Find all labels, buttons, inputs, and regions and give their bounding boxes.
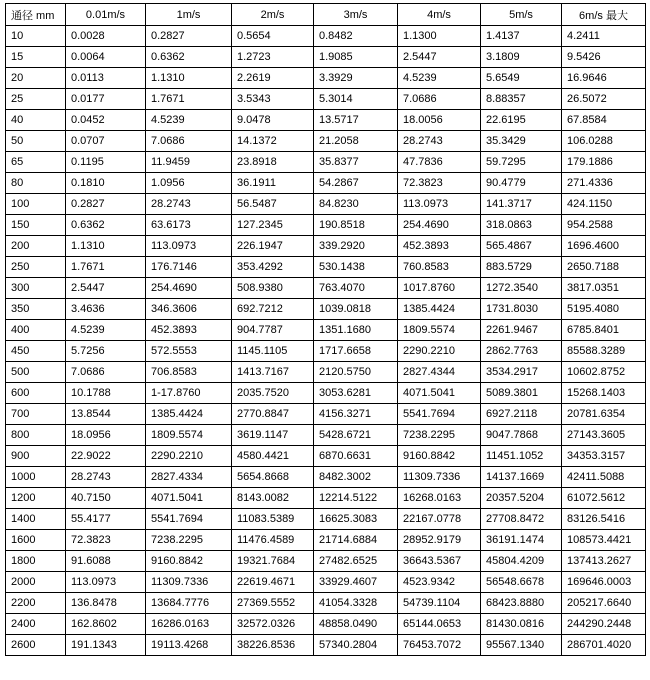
flow-value-cell: 3.3929 (314, 68, 398, 89)
flow-value-cell: 0.2827 (146, 26, 232, 47)
flow-value-cell: 4.5239 (398, 68, 481, 89)
flow-value-cell: 14137.1669 (481, 467, 562, 488)
flow-value-cell: 0.2827 (66, 194, 146, 215)
flow-value-cell: 0.5654 (232, 26, 314, 47)
flow-value-cell: 1.4137 (481, 26, 562, 47)
diameter-cell: 2000 (6, 572, 66, 593)
header-cell-velocity-max: 6m/s 最大 (562, 4, 646, 26)
diameter-cell: 2400 (6, 614, 66, 635)
diameter-cell: 250 (6, 257, 66, 278)
table-row (6, 47, 646, 68)
flow-value-cell: 0.0028 (66, 26, 146, 47)
flow-value-cell: 28.2743 (398, 131, 481, 152)
flow-value-cell: 4071.5041 (398, 383, 481, 404)
flow-value-cell: 565.4867 (481, 236, 562, 257)
table-row (6, 404, 646, 425)
flow-value-cell: 2290.2210 (146, 446, 232, 467)
flow-value-cell: 113.0973 (398, 194, 481, 215)
header-cell-velocity: 4m/s (398, 4, 481, 26)
flow-value-cell: 5.7256 (66, 341, 146, 362)
flow-value-cell: 763.4070 (314, 278, 398, 299)
flow-value-cell: 1351.1680 (314, 320, 398, 341)
flow-value-cell: 760.8583 (398, 257, 481, 278)
flow-value-cell: 21714.6884 (314, 530, 398, 551)
flow-value-cell: 2.5447 (66, 278, 146, 299)
flow-value-cell: 76453.7072 (398, 635, 481, 656)
flow-value-cell: 0.1195 (66, 152, 146, 173)
flow-value-cell: 11309.7336 (398, 467, 481, 488)
flow-value-cell: 1-17.8760 (146, 383, 232, 404)
flow-value-cell: 3534.2917 (481, 362, 562, 383)
flow-value-cell: 41054.3328 (314, 593, 398, 614)
flow-value-cell: 0.0452 (66, 110, 146, 131)
flow-value-cell: 7.0686 (66, 362, 146, 383)
flow-table-container (5, 3, 646, 656)
diameter-cell: 1800 (6, 551, 66, 572)
diameter-cell: 1200 (6, 488, 66, 509)
flow-value-cell: 54739.1104 (398, 593, 481, 614)
flow-value-cell: 20357.5204 (481, 488, 562, 509)
flow-value-cell: 90.4779 (481, 173, 562, 194)
flow-value-cell: 2862.7763 (481, 341, 562, 362)
flow-value-cell: 4156.3271 (314, 404, 398, 425)
flow-value-cell: 14.1372 (232, 131, 314, 152)
diameter-cell: 800 (6, 425, 66, 446)
flow-value-cell: 72.3823 (398, 173, 481, 194)
table-row (6, 341, 646, 362)
table-row (6, 446, 646, 467)
flow-value-cell: 0.6362 (66, 215, 146, 236)
header-row (6, 4, 646, 26)
table-row (6, 551, 646, 572)
diameter-cell: 10 (6, 26, 66, 47)
flow-value-cell: 883.5729 (481, 257, 562, 278)
flow-value-cell: 6785.8401 (562, 320, 646, 341)
diameter-cell: 1000 (6, 467, 66, 488)
flow-value-cell: 5195.4080 (562, 299, 646, 320)
flow-value-cell: 4071.5041 (146, 488, 232, 509)
flow-value-cell: 27143.3605 (562, 425, 646, 446)
flow-value-cell: 1017.8760 (398, 278, 481, 299)
diameter-cell: 900 (6, 446, 66, 467)
diameter-cell: 450 (6, 341, 66, 362)
flow-value-cell: 1039.0818 (314, 299, 398, 320)
flow-value-cell: 33929.4607 (314, 572, 398, 593)
flow-value-cell: 1.1310 (146, 68, 232, 89)
flow-value-cell: 1385.4424 (146, 404, 232, 425)
flow-value-cell: 27708.8472 (481, 509, 562, 530)
flow-value-cell: 0.1810 (66, 173, 146, 194)
flow-value-cell: 12214.5122 (314, 488, 398, 509)
flow-value-cell: 65144.0653 (398, 614, 481, 635)
flow-value-cell: 2035.7520 (232, 383, 314, 404)
flow-value-cell: 48858.0490 (314, 614, 398, 635)
diameter-cell: 500 (6, 362, 66, 383)
table-row (6, 173, 646, 194)
table-row (6, 68, 646, 89)
diameter-cell: 20 (6, 68, 66, 89)
flow-value-cell: 1.7671 (66, 257, 146, 278)
diameter-cell: 150 (6, 215, 66, 236)
flow-value-cell: 10602.8752 (562, 362, 646, 383)
flow-value-cell: 254.4690 (398, 215, 481, 236)
flow-value-cell: 339.2920 (314, 236, 398, 257)
flow-value-cell: 4.5239 (66, 320, 146, 341)
flow-value-cell: 2.5447 (398, 47, 481, 68)
flow-value-cell: 4523.9342 (398, 572, 481, 593)
flow-value-cell: 11476.4589 (232, 530, 314, 551)
table-row (6, 194, 646, 215)
table-row (6, 425, 646, 446)
flow-value-cell: 3053.6281 (314, 383, 398, 404)
flow-value-cell: 5428.6721 (314, 425, 398, 446)
flow-value-cell: 72.3823 (66, 530, 146, 551)
table-row (6, 131, 646, 152)
diameter-cell: 100 (6, 194, 66, 215)
flow-value-cell: 5541.7694 (398, 404, 481, 425)
flow-value-cell: 706.8583 (146, 362, 232, 383)
flow-value-cell: 5089.3801 (481, 383, 562, 404)
flow-value-cell: 2827.4334 (146, 467, 232, 488)
header-cell-velocity: 0.01m/s (66, 4, 146, 26)
diameter-cell: 400 (6, 320, 66, 341)
flow-value-cell: 1272.3540 (481, 278, 562, 299)
table-row (6, 572, 646, 593)
header-cell-velocity: 2m/s (232, 4, 314, 26)
flow-value-cell: 2827.4344 (398, 362, 481, 383)
table-row (6, 215, 646, 236)
flow-value-cell: 1.1300 (398, 26, 481, 47)
diameter-cell: 40 (6, 110, 66, 131)
flow-value-cell: 56548.6678 (481, 572, 562, 593)
flow-value-cell: 530.1438 (314, 257, 398, 278)
flow-value-cell: 10.1788 (66, 383, 146, 404)
diameter-cell: 15 (6, 47, 66, 68)
diameter-cell: 50 (6, 131, 66, 152)
flow-value-cell: 1717.6658 (314, 341, 398, 362)
flow-rate-table (5, 3, 646, 656)
flow-value-cell: 42411.5088 (562, 467, 646, 488)
flow-value-cell: 4.2411 (562, 26, 646, 47)
flow-value-cell: 68423.8880 (481, 593, 562, 614)
flow-value-cell: 6870.6631 (314, 446, 398, 467)
flow-value-cell: 226.1947 (232, 236, 314, 257)
flow-value-cell: 22619.4671 (232, 572, 314, 593)
flow-value-cell: 35.8377 (314, 152, 398, 173)
flow-value-cell: 1.0956 (146, 173, 232, 194)
flow-value-cell: 108573.4421 (562, 530, 646, 551)
flow-value-cell: 2261.9467 (481, 320, 562, 341)
flow-value-cell: 191.1343 (66, 635, 146, 656)
flow-value-cell: 1809.5574 (146, 425, 232, 446)
diameter-cell: 600 (6, 383, 66, 404)
flow-value-cell: 8.88357 (481, 89, 562, 110)
flow-value-cell: 205217.6640 (562, 593, 646, 614)
table-row (6, 89, 646, 110)
flow-value-cell: 2120.5750 (314, 362, 398, 383)
flow-value-cell: 11309.7336 (146, 572, 232, 593)
flow-value-cell: 27482.6525 (314, 551, 398, 572)
flow-value-cell: 5.3014 (314, 89, 398, 110)
flow-value-cell: 7.0686 (398, 89, 481, 110)
flow-value-cell: 81430.0816 (481, 614, 562, 635)
flow-value-cell: 21.2058 (314, 131, 398, 152)
flow-value-cell: 2290.2210 (398, 341, 481, 362)
flow-value-cell: 1413.7167 (232, 362, 314, 383)
diameter-cell: 2600 (6, 635, 66, 656)
flow-value-cell: 162.8602 (66, 614, 146, 635)
flow-value-cell: 2770.8847 (232, 404, 314, 425)
flow-value-cell: 7238.2295 (398, 425, 481, 446)
flow-value-cell: 508.9380 (232, 278, 314, 299)
flow-value-cell: 83126.5416 (562, 509, 646, 530)
flow-value-cell: 1.1310 (66, 236, 146, 257)
table-row (6, 299, 646, 320)
flow-value-cell: 95567.1340 (481, 635, 562, 656)
flow-value-cell: 0.0064 (66, 47, 146, 68)
flow-value-cell: 1.9085 (314, 47, 398, 68)
flow-value-cell: 11451.1052 (481, 446, 562, 467)
table-row (6, 530, 646, 551)
flow-value-cell: 28.2743 (146, 194, 232, 215)
diameter-cell: 1600 (6, 530, 66, 551)
diameter-cell: 200 (6, 236, 66, 257)
flow-value-cell: 271.4336 (562, 173, 646, 194)
flow-value-cell: 61072.5612 (562, 488, 646, 509)
flow-value-cell: 137413.2627 (562, 551, 646, 572)
table-row (6, 593, 646, 614)
flow-value-cell: 16625.3083 (314, 509, 398, 530)
flow-value-cell: 13684.7776 (146, 593, 232, 614)
flow-value-cell: 6927.2118 (481, 404, 562, 425)
header-cell-velocity: 1m/s (146, 4, 232, 26)
flow-value-cell: 56.5487 (232, 194, 314, 215)
diameter-cell: 350 (6, 299, 66, 320)
flow-value-cell: 1145.1105 (232, 341, 314, 362)
flow-value-cell: 2650.7188 (562, 257, 646, 278)
flow-value-cell: 28.2743 (66, 467, 146, 488)
flow-value-cell: 692.7212 (232, 299, 314, 320)
flow-value-cell: 91.6088 (66, 551, 146, 572)
flow-value-cell: 18.0056 (398, 110, 481, 131)
flow-value-cell: 15268.1403 (562, 383, 646, 404)
flow-value-cell: 7238.2295 (146, 530, 232, 551)
diameter-cell: 700 (6, 404, 66, 425)
flow-value-cell: 7.0686 (146, 131, 232, 152)
flow-value-cell: 18.0956 (66, 425, 146, 446)
flow-value-cell: 22.9022 (66, 446, 146, 467)
flow-value-cell: 9.0478 (232, 110, 314, 131)
flow-value-cell: 20781.6354 (562, 404, 646, 425)
flow-value-cell: 85588.3289 (562, 341, 646, 362)
flow-value-cell: 28952.9179 (398, 530, 481, 551)
table-row (6, 320, 646, 341)
table-row (6, 26, 646, 47)
flow-value-cell: 22.6195 (481, 110, 562, 131)
flow-value-cell: 8482.3002 (314, 467, 398, 488)
flow-value-cell: 1385.4424 (398, 299, 481, 320)
flow-value-cell: 11083.5389 (232, 509, 314, 530)
flow-value-cell: 286701.4020 (562, 635, 646, 656)
flow-value-cell: 36191.1474 (481, 530, 562, 551)
table-row (6, 383, 646, 404)
flow-value-cell: 3.5343 (232, 89, 314, 110)
flow-value-cell: 127.2345 (232, 215, 314, 236)
table-row (6, 110, 646, 131)
flow-value-cell: 3619.1147 (232, 425, 314, 446)
flow-value-cell: 35.3429 (481, 131, 562, 152)
flow-value-cell: 16.9646 (562, 68, 646, 89)
diameter-cell: 80 (6, 173, 66, 194)
flow-value-cell: 0.8482 (314, 26, 398, 47)
flow-value-cell: 22167.0778 (398, 509, 481, 530)
flow-value-cell: 136.8478 (66, 593, 146, 614)
flow-value-cell: 572.5553 (146, 341, 232, 362)
header-cell-velocity: 3m/s (314, 4, 398, 26)
table-row (6, 278, 646, 299)
flow-value-cell: 32572.0326 (232, 614, 314, 635)
flow-value-cell: 1.7671 (146, 89, 232, 110)
diameter-cell: 300 (6, 278, 66, 299)
flow-value-cell: 45804.4209 (481, 551, 562, 572)
flow-value-cell: 244290.2448 (562, 614, 646, 635)
table-row (6, 509, 646, 530)
flow-value-cell: 38226.8536 (232, 635, 314, 656)
flow-value-cell: 13.5717 (314, 110, 398, 131)
flow-value-cell: 353.4292 (232, 257, 314, 278)
flow-value-cell: 5541.7694 (146, 509, 232, 530)
table-row (6, 362, 646, 383)
flow-value-cell: 0.6362 (146, 47, 232, 68)
flow-value-cell: 346.3606 (146, 299, 232, 320)
flow-value-cell: 3.4636 (66, 299, 146, 320)
table-row (6, 635, 646, 656)
flow-value-cell: 26.5072 (562, 89, 646, 110)
flow-value-cell: 1809.5574 (398, 320, 481, 341)
flow-value-cell: 0.0707 (66, 131, 146, 152)
flow-value-cell: 11.9459 (146, 152, 232, 173)
flow-value-cell: 3817.0351 (562, 278, 646, 299)
flow-value-cell: 67.8584 (562, 110, 646, 131)
diameter-cell: 1400 (6, 509, 66, 530)
flow-value-cell: 904.7787 (232, 320, 314, 341)
flow-value-cell: 0.0177 (66, 89, 146, 110)
flow-value-cell: 23.8918 (232, 152, 314, 173)
flow-value-cell: 3.1809 (481, 47, 562, 68)
flow-value-cell: 4580.4421 (232, 446, 314, 467)
flow-value-cell: 47.7836 (398, 152, 481, 173)
flow-value-cell: 9160.8842 (398, 446, 481, 467)
flow-value-cell: 57340.2804 (314, 635, 398, 656)
flow-value-cell: 27369.5552 (232, 593, 314, 614)
header-cell-diameter: 通径 mm (6, 4, 66, 26)
flow-value-cell: 452.3893 (398, 236, 481, 257)
diameter-cell: 2200 (6, 593, 66, 614)
flow-value-cell: 40.7150 (66, 488, 146, 509)
flow-value-cell: 2.2619 (232, 68, 314, 89)
flow-value-cell: 19321.7684 (232, 551, 314, 572)
flow-value-cell: 190.8518 (314, 215, 398, 236)
flow-value-cell: 424.1150 (562, 194, 646, 215)
flow-value-cell: 13.8544 (66, 404, 146, 425)
flow-value-cell: 318.0863 (481, 215, 562, 236)
flow-value-cell: 1731.8030 (481, 299, 562, 320)
flow-value-cell: 954.2588 (562, 215, 646, 236)
flow-value-cell: 254.4690 (146, 278, 232, 299)
flow-value-cell: 5.6549 (481, 68, 562, 89)
flow-value-cell: 55.4177 (66, 509, 146, 530)
flow-value-cell: 452.3893 (146, 320, 232, 341)
flow-value-cell: 9160.8842 (146, 551, 232, 572)
table-row (6, 467, 646, 488)
table-row (6, 488, 646, 509)
flow-value-cell: 59.7295 (481, 152, 562, 173)
table-row (6, 152, 646, 173)
flow-value-cell: 169646.0003 (562, 572, 646, 593)
flow-value-cell: 113.0973 (146, 236, 232, 257)
flow-value-cell: 16268.0163 (398, 488, 481, 509)
flow-value-cell: 179.1886 (562, 152, 646, 173)
flow-value-cell: 106.0288 (562, 131, 646, 152)
flow-value-cell: 4.5239 (146, 110, 232, 131)
flow-value-cell: 9047.7868 (481, 425, 562, 446)
table-row (6, 257, 646, 278)
flow-value-cell: 36643.5367 (398, 551, 481, 572)
flow-value-cell: 5654.8668 (232, 467, 314, 488)
flow-value-cell: 1696.4600 (562, 236, 646, 257)
flow-value-cell: 36.1911 (232, 173, 314, 194)
flow-value-cell: 34353.3157 (562, 446, 646, 467)
flow-value-cell: 176.7146 (146, 257, 232, 278)
flow-value-cell: 84.8230 (314, 194, 398, 215)
flow-value-cell: 63.6173 (146, 215, 232, 236)
flow-value-cell: 113.0973 (66, 572, 146, 593)
flow-value-cell: 9.5426 (562, 47, 646, 68)
flow-value-cell: 141.3717 (481, 194, 562, 215)
flow-value-cell: 0.0113 (66, 68, 146, 89)
table-body (6, 26, 646, 656)
flow-value-cell: 16286.0163 (146, 614, 232, 635)
flow-value-cell: 19113.4268 (146, 635, 232, 656)
flow-value-cell: 1.2723 (232, 47, 314, 68)
table-row (6, 614, 646, 635)
diameter-cell: 25 (6, 89, 66, 110)
diameter-cell: 65 (6, 152, 66, 173)
header-cell-velocity: 5m/s (481, 4, 562, 26)
table-row (6, 236, 646, 257)
flow-value-cell: 54.2867 (314, 173, 398, 194)
flow-value-cell: 8143.0082 (232, 488, 314, 509)
